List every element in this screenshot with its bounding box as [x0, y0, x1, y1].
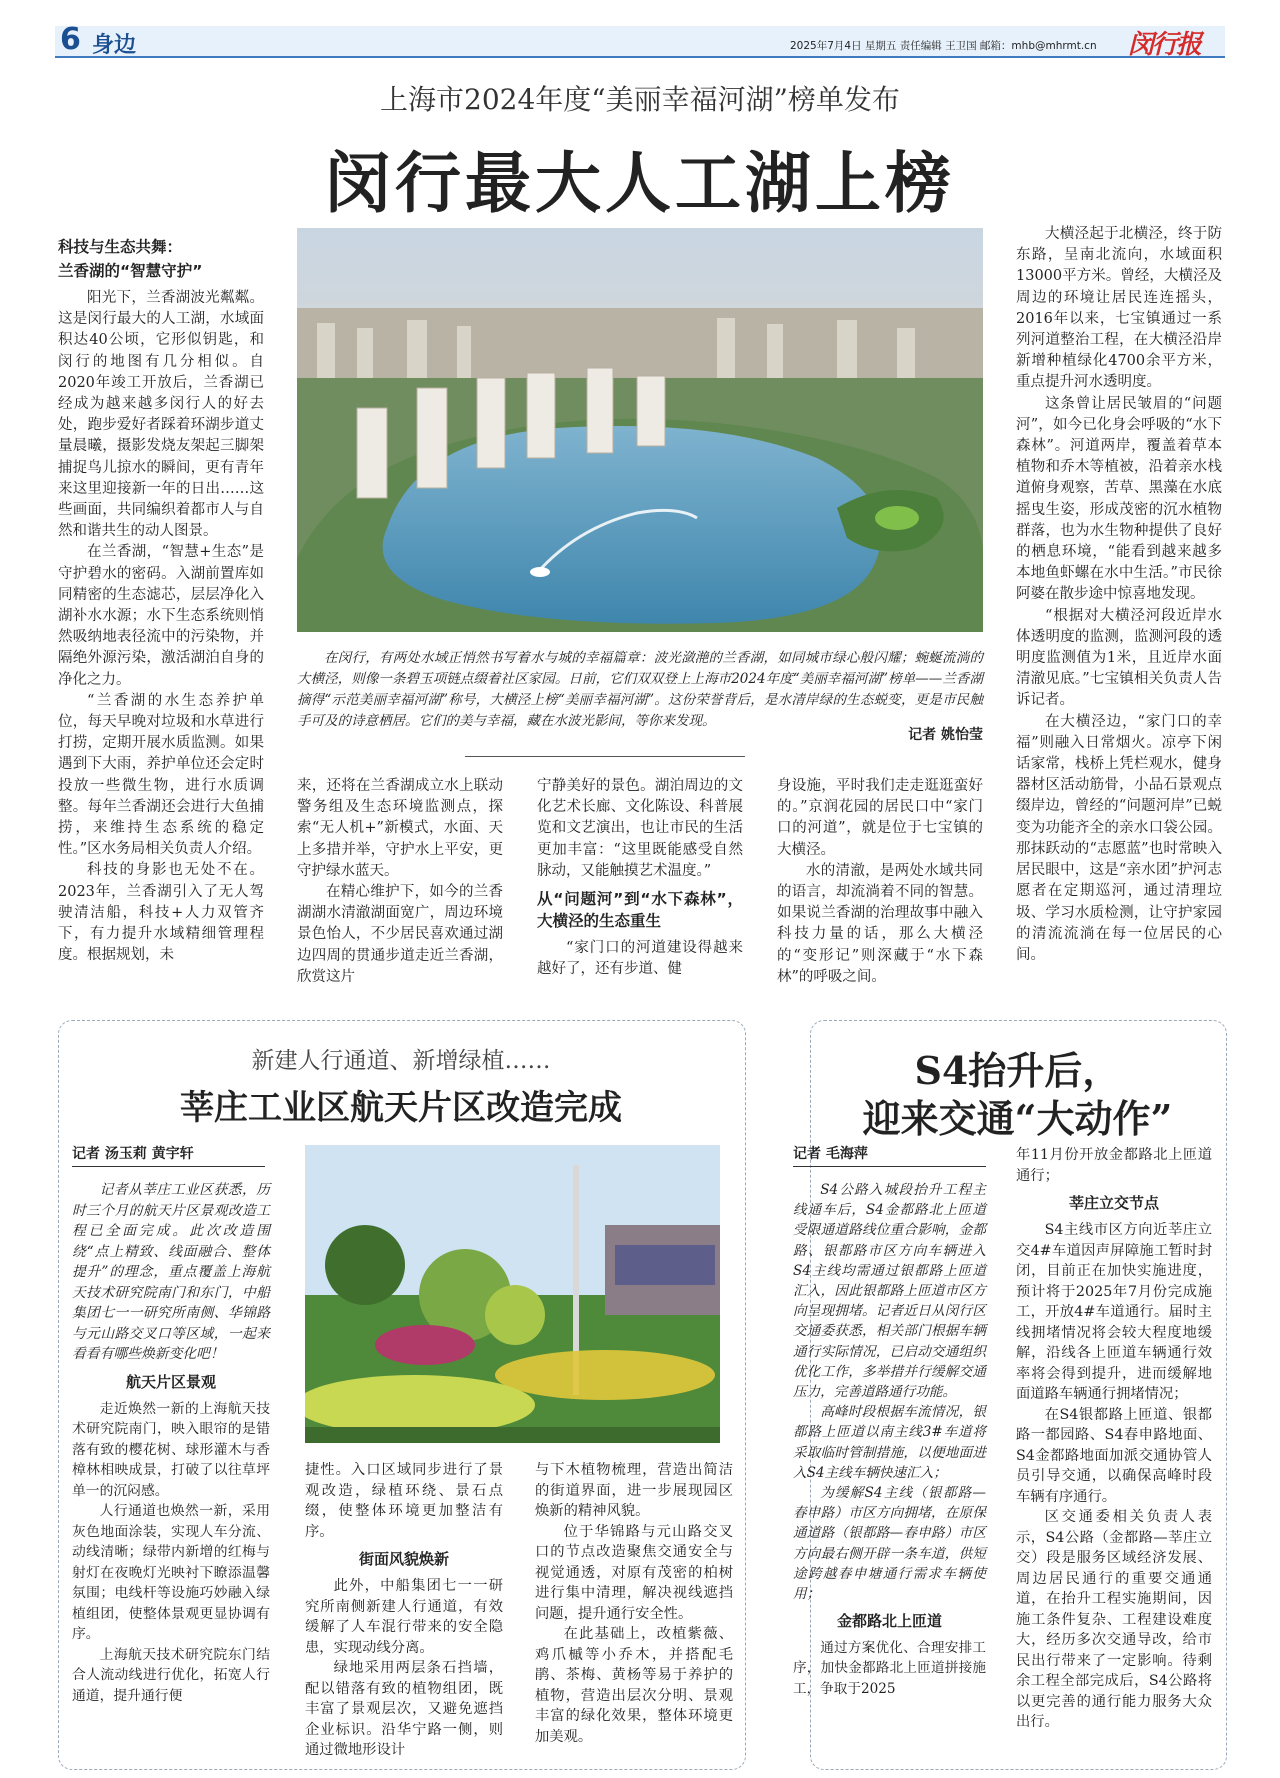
- paragraph: 高峰时段根据车流情况，银都路上匝道以南主线3#车道将采取临时管制措施，以便地面进入S4主线车辆快速汇入；: [793, 1404, 986, 1481]
- paragraph: 走近焕然一新的上海航天技术研究院南门，映入眼帘的是错落有致的樱花树、球形灌木与香樟林相映成景，打破了以往草坪单一的沉闷感。: [72, 1400, 270, 1499]
- story3-headline-1: S4抬升后，: [914, 1048, 1121, 1093]
- story2-column-3: [535, 1460, 733, 1747]
- story2-kicker: 新建人行通道、新增绿植……: [251, 1048, 551, 1074]
- story3-subhead-2: 莘庄立交节点: [1068, 1194, 1159, 1212]
- paragraph: 在此基础上，改植紫薇、鸡爪槭等小乔木，并搭配毛鹃、茶梅、黄杨等易于养护的植物，营造出层次分明、景观丰富的绿化效果，整体环境更加美观。: [535, 1626, 733, 1745]
- lead-subhead-2: 兰香湖的“智慧守护”: [58, 262, 203, 280]
- paragraph: 此外，中船集团七一一研究所南侧新建人行通道，有效缓解了人车混行带来的安全隐患，实现动线分离。: [305, 1578, 503, 1656]
- paragraph: 身设施，平时我们走走逛逛蛮好的。”京润花园的居民口中“家门口的河道”，就是位于七宝镇的大横泾。: [777, 778, 983, 858]
- lake-aerial-photo: [297, 228, 983, 632]
- paragraph: “家门口的河道建设得越来越好了，还有步道、健: [537, 940, 743, 978]
- lead-photo-caption: 在闵行，有两处水域正悄然书写着水与城的幸福篇章：波光潋滟的兰香湖，如同城市绿心般闪耀；蜿蜒流淌的大横泾，则像一条碧玉项链点缀着社区家园。日前，它们双双登上上海市2024年度“美丽幸福河湖”榜单——兰香湖摘得“示范美丽幸福河湖”称号，大横泾上榜“美丽幸福河湖”。这份荣誉背后，是水清岸绿的生态蜕变，更是市民触手可及的诗意栖居。它们的美与幸福，藏在水波光影间，等你来发现。: [297, 650, 983, 729]
- paragraph: 区交通委相关负责人表示，S4公路（金都路—莘庄立交）段是服务区域经济发展、周边居民通行的重要交通通道，在抬升工程实施期间，因施工条件复杂、工程建设难度大，经历多次交通导改，给市民出行带来了一定影响。待剩余工程全部完成后，S4公路将以更完善的通行能力服务大众出行。: [1016, 1509, 1212, 1730]
- paragraph: 来，还将在兰香湖成立水上联动警务组及生态环境监测点，探索“无人机+”新模式，水面、天上多措并举，守护水上平安，更守护绿水蓝天。: [297, 778, 503, 879]
- paragraph: 位于华锦路与元山路交叉口的节点改造聚焦交通安全与视觉通透，对原有茂密的柏树进行集中清理，解决视线遮挡问题，提升通行安全性。: [535, 1523, 733, 1622]
- story3-column-1: [793, 1180, 986, 1699]
- paragraph: 在精心维护下，如今的兰香湖湖水清澈湖面宽广，周边环境景色怡人，不少居民喜欢通过湖边四周的贯通步道走近兰香湖，欣赏这片: [297, 884, 503, 985]
- story2-column-1: [72, 1180, 270, 1706]
- page-number: 6: [60, 22, 81, 57]
- paragraph: 大横泾起于北横泾，终于防东路，呈南北流向，水域面积13000平方米。曾经，大横泾及周边的环境让居民连连摇头，2016年以来，七宝镇通过一系列河道整治工程，在大横泾沿岸新增种植绿化4700余平方米，重点提升河水透明度。: [1016, 226, 1222, 391]
- paragraph: 年11月份开放金都路北上匝道通行；: [1016, 1147, 1212, 1184]
- paragraph: 人行通道也焕然一新，采用灰色地面涂装，实现人车分流、动线清晰；绿带内新增的红梅与射灯在夜晚灯光映衬下瞭添温馨氛围；电线杆等设施巧妙融入绿植组团，使整体景观更显协调有序。: [72, 1503, 270, 1642]
- paragraph: 绿地采用两层条石挡墙，配以错落有致的植物组团，既丰富了景观层次，又避免遮挡企业标识。沿华宁路一侧，则通过微地形设计: [305, 1660, 503, 1758]
- paragraph: 在大横泾边，“家门口的幸福”则融入日常烟火。凉亭下闲话家常，栈桥上凭栏观水，健身器材区活动筋骨，小品石景观点缀岸边，曾经的“问题河岸”已蜕变为功能齐全的亲水口袋公园。那抹跃动的“志愿蓝”也时常映入居民眼中，这是“亲水团”护河志愿者在定期巡河，通过清理垃圾、学习水质检测，让守护家园的清流流淌在每一位居民的心间。: [1016, 713, 1222, 963]
- story2-headline: 莘庄工业区航天片区改造完成: [180, 1088, 622, 1128]
- paragraph: “根据对大横泾河段近岸水体透明度的监测，监测河段的透明度监测值为1米，且近岸水面清澈见底。”七宝镇相关负责人告诉记者。: [1016, 607, 1222, 709]
- lead-column-4: [777, 776, 983, 988]
- divider: [465, 756, 745, 757]
- story2-reporter: 记者 汤玉莉 黄宇轩: [72, 1143, 265, 1167]
- paragraph: 通过方案优化、合理安排工序，加快金都路北上匝道拼接施工，争取于2025: [793, 1640, 986, 1697]
- lead-subhead-3: 从“问题河”到“水下森林”，大横泾的生态重生: [537, 890, 743, 931]
- story3-column-2: [1016, 1145, 1212, 1733]
- paragraph: 在兰香湖，“智慧+生态”是守护碧水的密码。入湖前置库如同精密的生态滤芯，层层净化入湖补水水源；水下生态系统则悄然吸纳地表径流中的污染物，并隔绝外源污染，激活湖泊自身的净化之力。: [58, 544, 264, 688]
- paragraph: 阳光下，兰香湖波光粼粼。这是闵行最大的人工湖，水域面积达40公顷，它形似钥匙，和闵行的地图有几分相似。自2020年竣工开放后，兰香湖已经成为越来越多闵行人的好去处，跑步爱好者踩着环湖步道丈量晨曦，摄影发烧友架起三脚架捕捉鸟儿掠水的瞬间，更有青年来这里迎接新一年的日出……这些画面，共同编织着都市人与自然和谐共生的动人图景。: [58, 290, 264, 540]
- story3-reporter: 记者 毛海萍: [793, 1143, 986, 1167]
- garden-photo: [305, 1145, 720, 1443]
- paragraph: “兰香湖的水生态养护单位，每天早晚对垃圾和水草进行打捞，定期开展水质监测。如果遇到下大雨，养护单位还会定时投放一些微生物，进行水质调整。每年兰香湖还会进行大鱼捕捞，来维持生态系统的稳定性。”区水务局相关负责人介绍。: [58, 692, 264, 858]
- lead-column-1: [58, 234, 264, 967]
- paragraph: 宁静美好的景色。湖泊周边的文化艺术长廊、文化陈设、科普展览和文艺演出，也让市民的生活更加丰富：“这里既能感受自然脉动，又能触摸艺术温度。”: [537, 778, 743, 879]
- paragraph: 捷性。入口区域同步进行了景观改造，绿植环绕、景石点缀，使整体环境更加整洁有序。: [305, 1462, 503, 1540]
- paragraph: 为缓解S4主线（银都路—春申路）市区方向拥堵，在原保通道路（银都路—春申路）市区方向最右侧开辟一条车道，供短途跨越春申塘通行需求车辆使用；: [793, 1485, 986, 1603]
- paragraph: 水的清澈，是两处水域共同的语言，却流淌着不同的智慧。如果说兰香湖的治理故事中融入科技力量的话，那么大横泾的“变形记”则深藏于“水下森林”的呼吸之间。: [777, 862, 983, 985]
- section-name: 身边: [92, 33, 137, 58]
- paragraph: 与下木植物梳理，营造出简洁的街道界面，进一步展现园区焕新的精神风貌。: [535, 1462, 733, 1519]
- paragraph: S4公路入城段抬升工程主线通车后，S4金都路北上匝道受限通道路线位重合影响，金都路、银都路市区方向车辆进入S4主线均需通过银都路上匝道汇入，因此银都路上匝道市区方向呈现拥堵。记者近日从闵行区交通委获悉，相关部门根据车辆通行实际情况，已启动交通组织优化工作，多举措并行缓解交通压力，完善道路通行功能。: [793, 1182, 986, 1401]
- paragraph: 科技的身影也无处不在。2023年，兰香湖引入了无人驾驶清洁船，科技+人力双管齐下，有力提升水域精细管理程度。根据规划，未: [58, 862, 264, 964]
- date-editor-info: 2025年7月4日 星期五 责任编辑 王卫国 邮箱：mhb@mhrmt.cn: [790, 40, 1097, 52]
- lead-column-2: [297, 776, 503, 988]
- newspaper-logo: 闵行报: [1128, 30, 1201, 60]
- story3-subhead-1: 金都路北上匝道: [836, 1612, 942, 1631]
- paragraph: 这条曾让居民皱眉的“问题河”，如今已化身会呼吸的“水下森林”。河道两岸，覆盖着草本植物和乔木等植被，沿着亲水栈道俯身观察，苦草、黑藻在水底摇曳生姿，形成茂密的沉水植物群落，也为水生物种提供了良好的栖息环境，“能看到越来越多本地鱼虾螺在水中生活。”市民徐阿婆在散步途中惊喜地发现。: [1016, 395, 1222, 603]
- lead-headline: 闵行最大人工湖上榜: [325, 145, 955, 222]
- story3-headline-2: 迎来交通“大动作”: [862, 1096, 1173, 1141]
- lead-subhead-1: 科技与生态共舞：: [58, 238, 183, 256]
- lead-byline: 记者 姚怡莹: [908, 727, 983, 743]
- paragraph: 记者从莘庄工业区获悉，历时三个月的航天片区景观改造工程已全面完成。此次改造围绕“点上精致、线面融合、整体提升”的理念，重点覆盖上海航天技术研究院南门和东门，中船集团七一一研究所南侧、华锦路与元山路交叉口等区域，一起来看看有哪些焕新变化吧！: [72, 1182, 270, 1362]
- lead-column-3: [537, 776, 743, 980]
- paragraph: S4主线市区方向近莘庄立交4#车道因声屏障施工暂时封闭，目前正在加快实施进度，预计将于2025年7月份完成施工，开放4#车道通行。届时主线拥堵情况将会较大程度地缓解，沿线各上匝道车辆通行效率将会得到提升，进而缓解地面道路车辆通行拥堵情况；: [1016, 1222, 1212, 1402]
- paragraph: 在S4银都路上匝道、银都路一都园路、S4春申路地面、S4金都路地面加派交通协管人员引导交通，以确保高峰时段车辆有序通行。: [1016, 1406, 1212, 1505]
- story2-column-2: [305, 1460, 503, 1761]
- story2-subhead-2: 街面风貌焕新: [358, 1550, 449, 1568]
- story2-subhead-1: 航天片区景观: [125, 1372, 216, 1391]
- lead-column-5: [1016, 224, 1222, 966]
- lead-kicker: 上海市2024年度“美丽幸福河湖”榜单发布: [380, 83, 900, 116]
- paragraph: 上海航天技术研究院东门结合人流动线进行优化，拓宽人行通道，提升通行便: [72, 1646, 270, 1704]
